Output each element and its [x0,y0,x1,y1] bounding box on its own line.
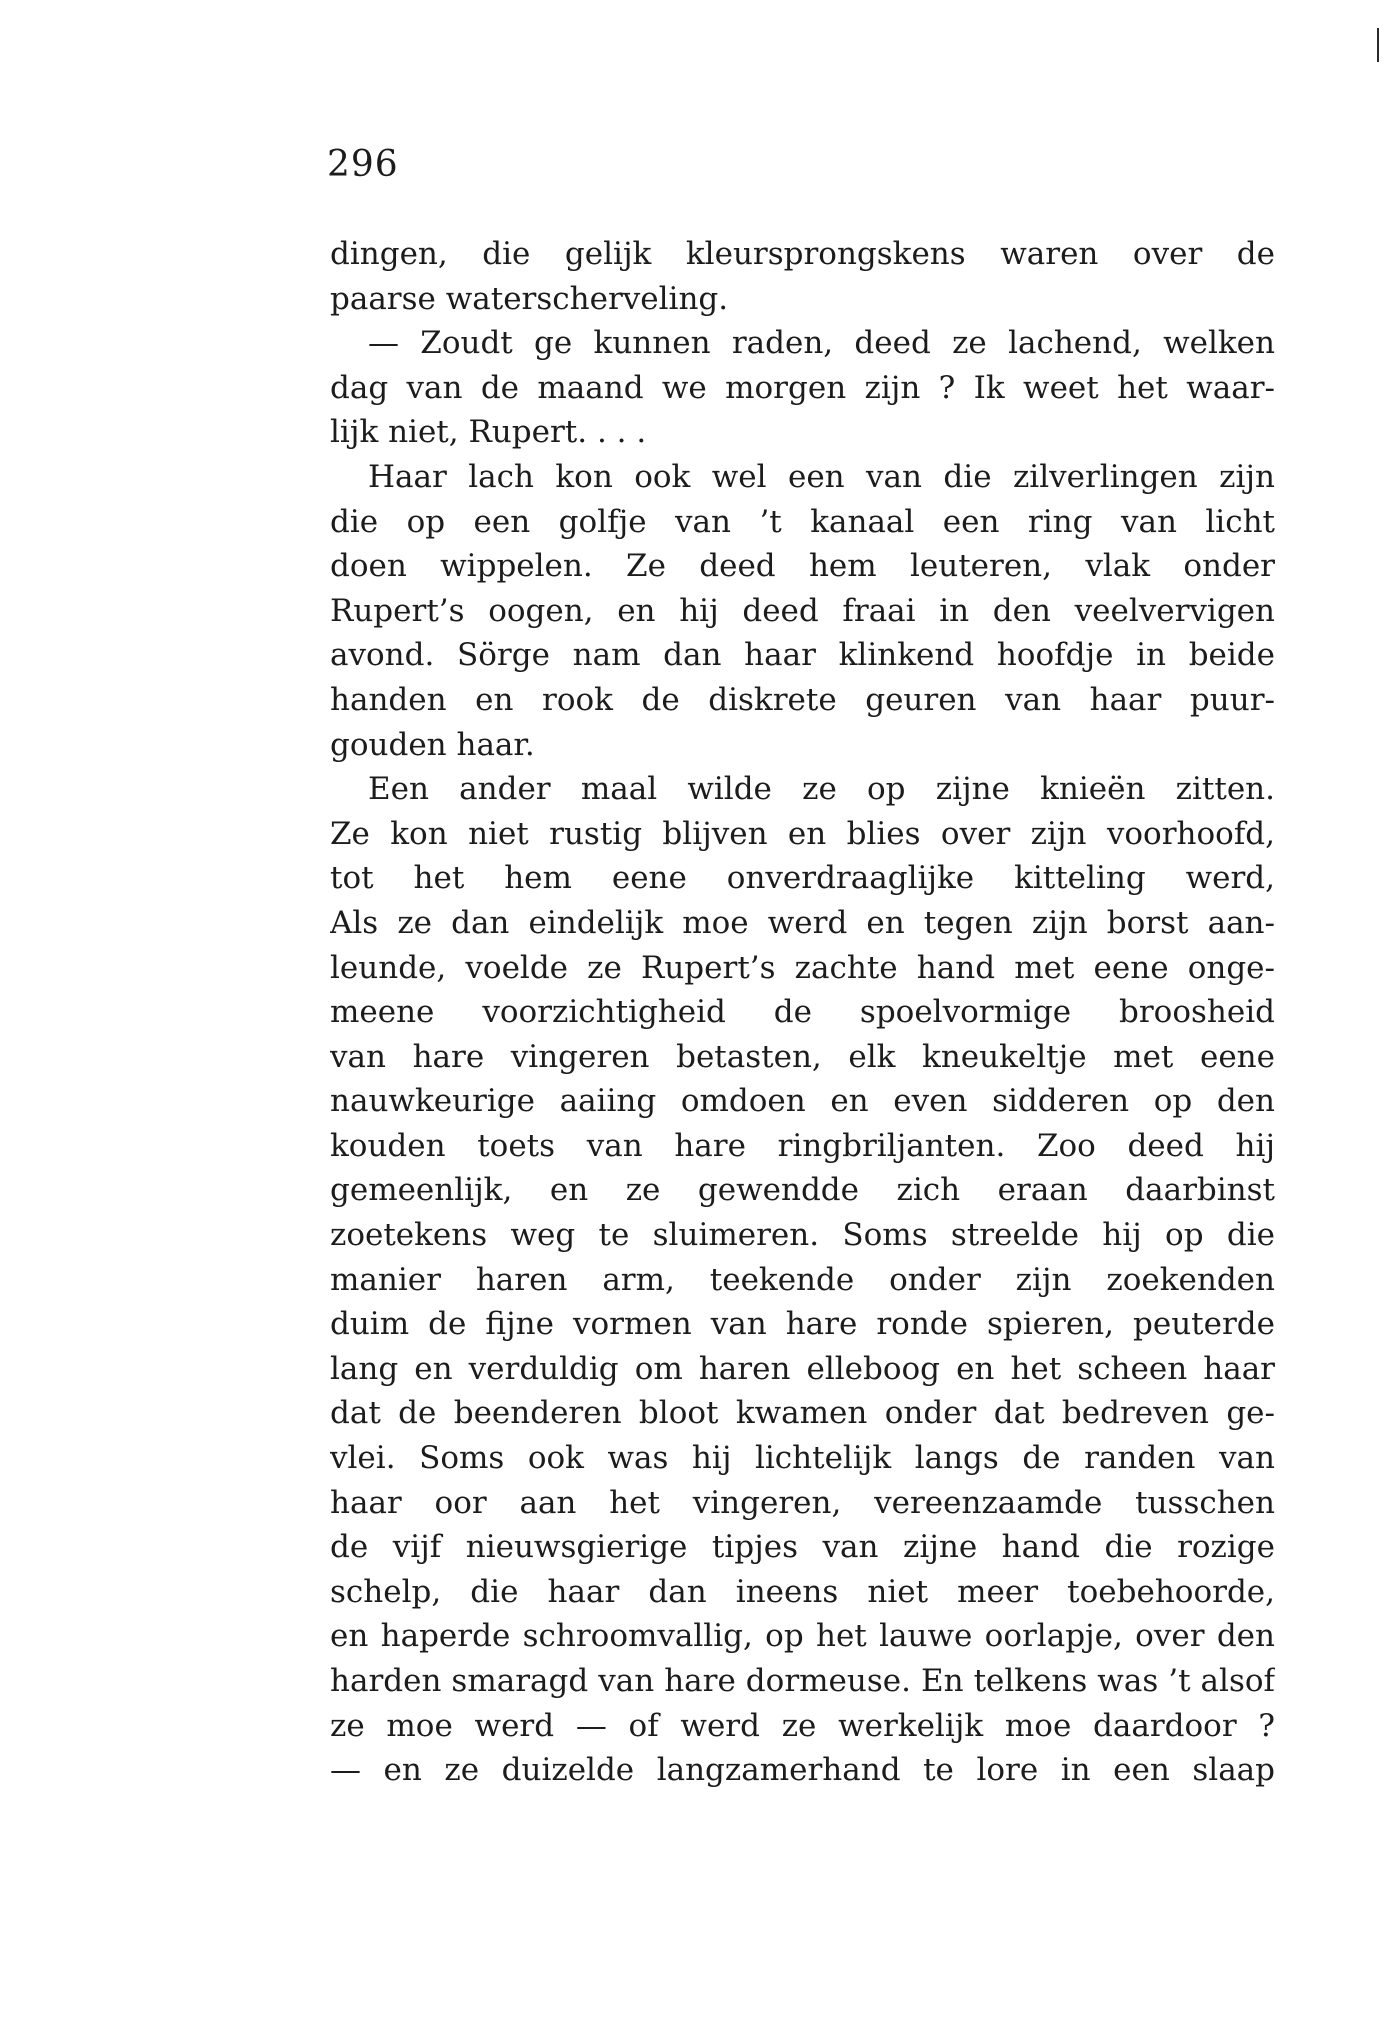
text-line: — Zoudt ge kunnen raden, deed ze lachend, welken [368,325,1275,362]
text-line: vlei. Soms ook was hij lichtelijk langs de randen van [330,1440,1275,1477]
text-line: Ze kon niet rustig blijven en blies over zijn voorhoofd, [330,815,1275,852]
text-line: kouden toets van hare ringbriljanten. Zoo deed hij [330,1127,1275,1164]
text-line: handen en rook de diskrete geuren van haar puur- [330,681,1275,718]
text-line: dat de beenderen bloot kwamen onder dat bedreven ge- [330,1395,1275,1432]
text-line: zoetekens weg te sluimeren. Soms streelde hij op die [330,1217,1275,1254]
text-line: van hare vingeren betasten, elk kneukeltje met eene [330,1038,1275,1075]
text-line: haar oor aan het vingeren, vereenzaamde tusschen [330,1484,1275,1521]
text-line: Een ander maal wilde ze op zijne knieën zitten. [368,771,1275,808]
text-line: en haperde schroomvallig, op het lauwe oorlapje, over den [330,1618,1275,1655]
text-line: Als ze dan eindelijk moe werd en tegen zijn borst aan- [330,904,1275,941]
text-line: de vijf nieuwsgierige tipjes van zijne hand die rozige [330,1529,1275,1566]
text-line: — en ze duizelde langzamerhand te lore in een slaap [330,1752,1275,1789]
margin-mark [1377,28,1379,62]
text-line: Rupert’s oogen, en hij deed fraai in den veelvervigen [330,592,1275,629]
page-number: 296 [327,144,399,185]
text-line: duim de fijne vormen van hare ronde spieren, peuterde [330,1306,1275,1343]
text-line: dag van de maand we morgen zijn ? Ik weet het waar- [330,369,1275,406]
text-line: lijk niet, Rupert. . . . [330,414,647,451]
text-line: lang en verduldig om haren elleboog en het scheen haar [330,1350,1275,1387]
text-line: paarse waterscherveling. [330,280,729,317]
text-line: nauwkeurige aaiing omdoen en even sidderen op den [330,1083,1275,1120]
text-line: manier haren arm, teekende onder zijn zoekenden [330,1261,1275,1298]
text-line: tot het hem eene onverdraaglijke kitteling werd, [330,860,1275,897]
text-line: leunde, voelde ze Rupert’s zachte hand met eene onge- [330,949,1275,986]
text-line: Haar lach kon ook wel een van die zilverlingen zijn [368,458,1275,495]
text-line: avond. Sörge nam dan haar klinkend hoofdje in beide [330,637,1275,674]
text-line: gouden haar. [330,726,535,763]
text-line: dingen, die gelijk kleursprongskens waren over de [330,236,1275,272]
text-line: meene voorzichtigheid de spoelvormige broosheid [330,994,1275,1031]
text-line: harden smaragd van hare dormeuse. En telkens was ’t alsof [330,1663,1275,1699]
text-line: gemeenlijk, en ze gewendde zich eraan daarbinst [330,1172,1275,1209]
text-line: doen wippelen. Ze deed hem leuteren, vlak onder [330,548,1275,585]
body-text [330,232,1275,1793]
text-line: schelp, die haar dan ineens niet meer toebehoorde, [330,1573,1275,1610]
text-line: ze moe werd — of werd ze werkelijk moe daardoor ? [330,1707,1275,1744]
text-line: die op een golfje van ’t kanaal een ring van licht [330,503,1275,540]
